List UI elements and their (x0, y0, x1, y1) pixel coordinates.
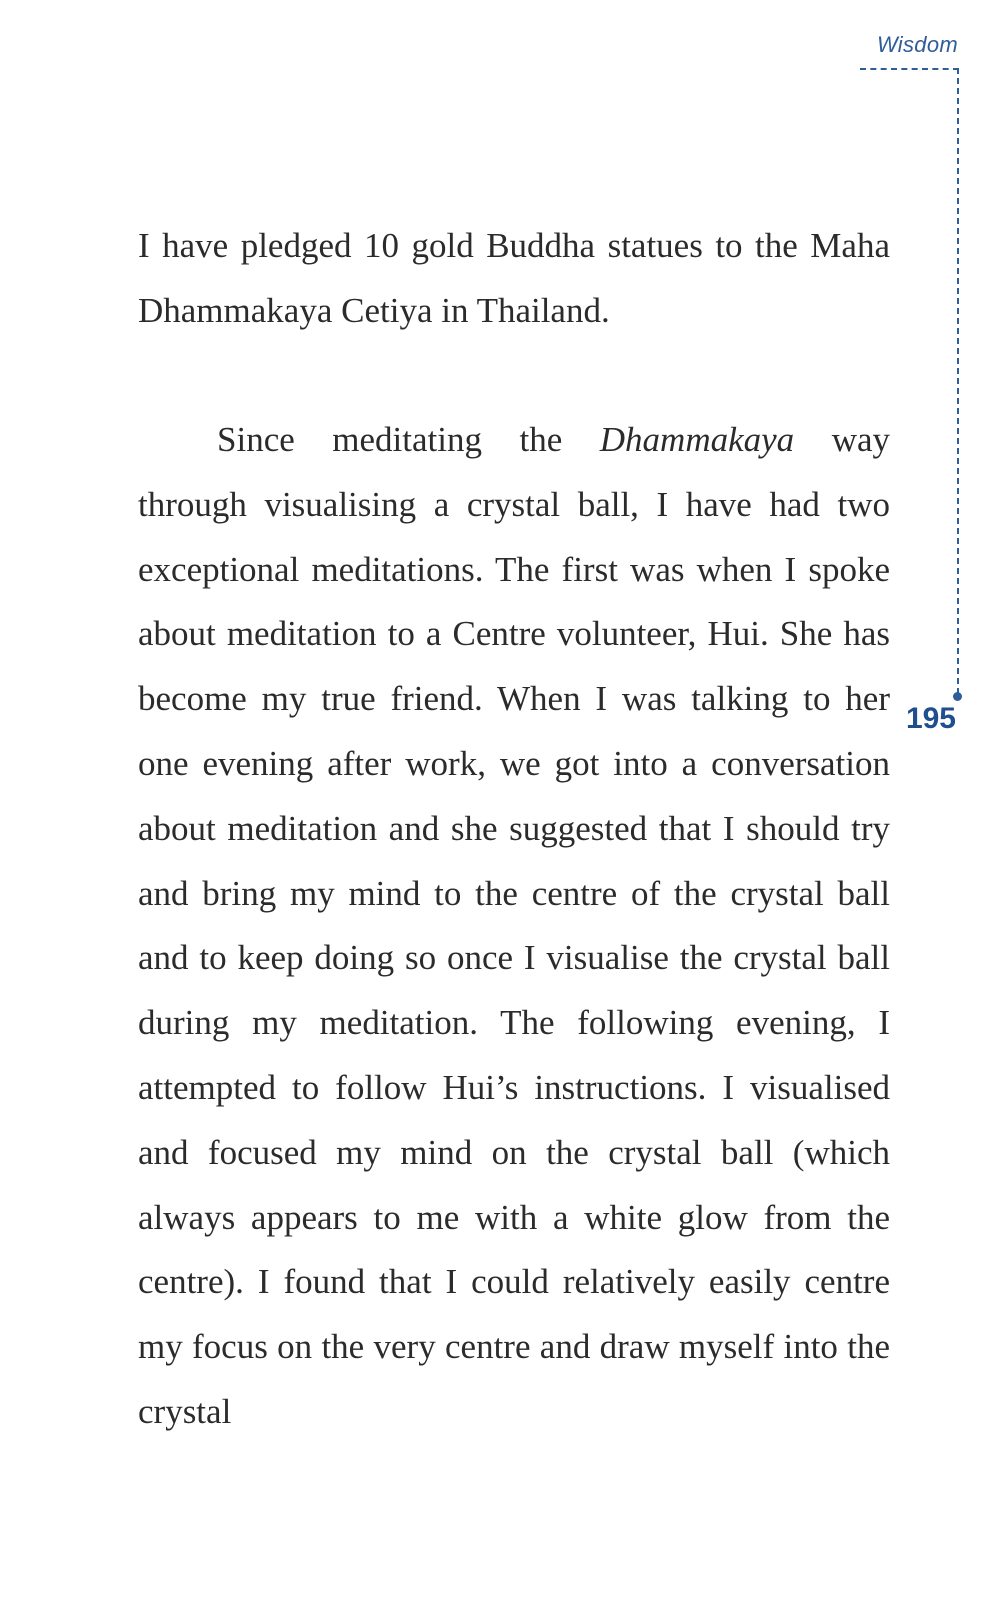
rule-end-dot (953, 692, 962, 701)
margin-dashed-rule (957, 68, 959, 694)
paragraph-2-rest: way through visualising a crystal ball, I have had two exceptional meditations. The first was when I spoke about meditation to a Centre volunteer, Hui. She has become my true friend. When I was talking to her one evening after work, we got into a conversation about meditation and she suggested that I should try and bring my mind to the centre of the crystal ball and to keep doing so once I visualise the crystal ball during my meditation. The following evening, I attempted to follow Hui’s instructions. I visualised and focused my mind on the crystal ball (which always appears to me with a white glow from the centre). I found that I could relatively easily centre my focus on the very centre and draw myself into the crystal (138, 420, 890, 1431)
paragraph-2-emphasis: Dhammakaya (599, 420, 795, 459)
page-number: 195 (905, 702, 956, 735)
paragraph-2-lead: Since meditating the (217, 420, 600, 459)
section-label: Wisdom (876, 32, 958, 57)
header-dashed-rule (860, 68, 959, 70)
paragraph-1: I have pledged 10 gold Buddha statues to the Maha Dhammakaya Cetiya in Thailand. (138, 226, 890, 330)
paragraph-2 (138, 408, 890, 1445)
